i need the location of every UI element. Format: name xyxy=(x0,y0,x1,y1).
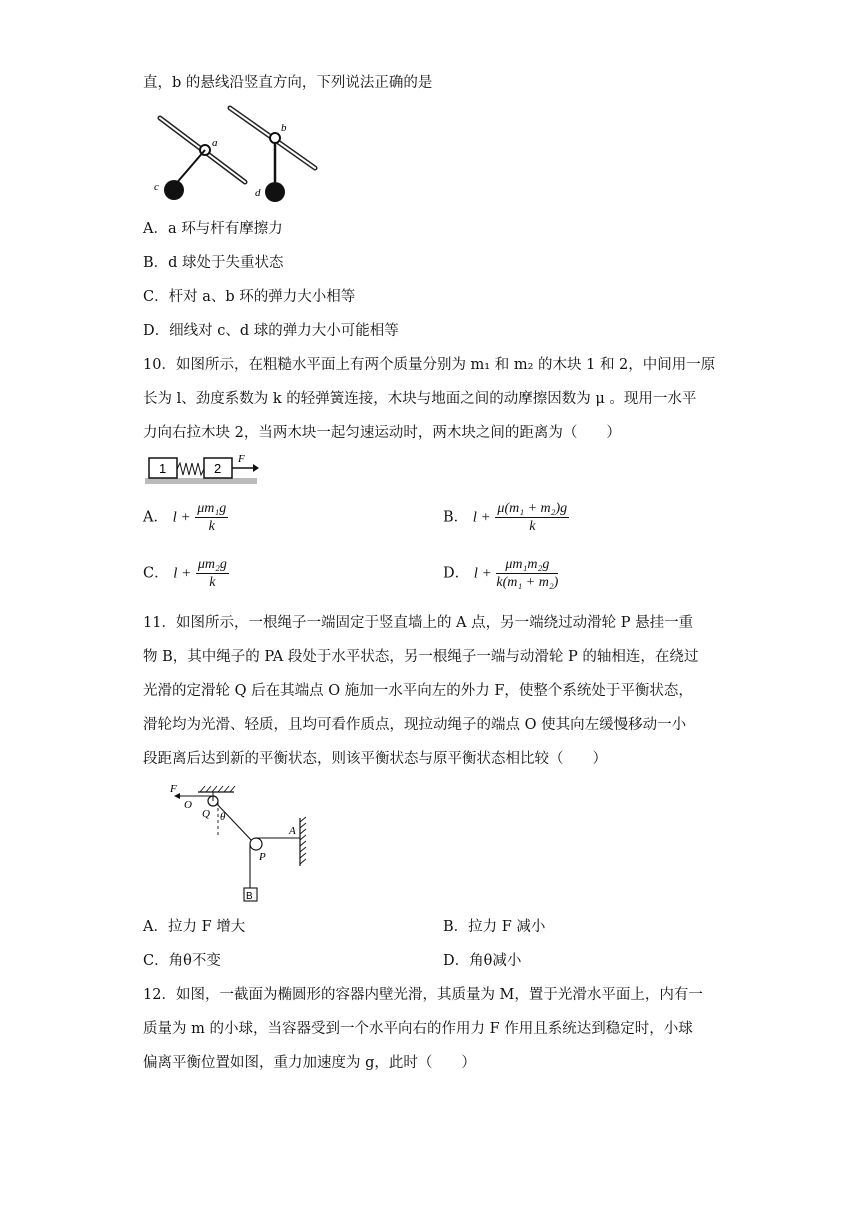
force-label: F xyxy=(238,453,245,465)
q9-option-b: B．d 球处于失重状态 xyxy=(143,255,284,271)
label-F: F xyxy=(170,783,177,795)
q11-option-c: C．角θ不变 xyxy=(143,953,221,969)
option-label: D． xyxy=(443,565,470,582)
q11-stem-line-2: 物 B，其中绳子的 PA 段处于水平状态，另一根绳子一端与动滑轮 P 的轴相连，在绕过 xyxy=(143,649,699,665)
q12-stem-line-2: 质量为 m 的小球，当容器受到一个水平向右的作用力 F 作用且系统达到稳定时，小球 xyxy=(143,1021,693,1037)
formula-fraction: $\frac{\text{μm₁m₂g}}{\text{k(m₁ + m₂)}}$ xyxy=(496,557,559,590)
label-a: a xyxy=(212,137,218,149)
block-1-label: 1 xyxy=(159,461,167,476)
q11-option-b: B．拉力 F 减小 xyxy=(443,919,546,935)
formula-lead: l + xyxy=(473,565,492,582)
q9-option-a: A．a 环与杆有摩擦力 xyxy=(143,221,283,237)
q10-option-c xyxy=(143,556,229,591)
formula-fraction: $\frac{\text{μm₁g}}{k}$ xyxy=(197,501,227,534)
label-d: d xyxy=(255,187,261,199)
q9-option-d: D．细线对 c、d 球的弹力大小可能相等 xyxy=(143,323,399,339)
q9-stem-tail: 直，b 的悬线沿竖直方向，下列说法正确的是 xyxy=(143,75,433,91)
label-P: P xyxy=(259,851,266,863)
label-c: c xyxy=(154,181,159,193)
q10-figure xyxy=(145,452,260,488)
q9-figure xyxy=(150,100,330,210)
q10-stem-line-2: 长为 l、劲度系数为 k 的轻弹簧连接，木块与地面之间的动摩擦因数为 μ 。现用一水平 xyxy=(143,391,697,407)
q10-option-a xyxy=(143,500,228,535)
formula-lead: l + xyxy=(172,509,191,526)
q11-stem-line-5: 段距离后达到新的平衡状态，则该平衡状态与原平衡状态相比较（ ） xyxy=(143,751,607,767)
option-label: A． xyxy=(143,509,168,526)
q10-option-b xyxy=(443,500,569,535)
q11-option-a: A．拉力 F 增大 xyxy=(143,919,246,935)
formula-fraction: $\frac{\text{μ(m₁ + m₂)g}}{k}$ xyxy=(497,501,568,534)
block-2-label: 2 xyxy=(214,461,222,476)
q11-figure xyxy=(160,780,320,906)
q11-stem-line-4: 滑轮均为光滑、轻质，且均可看作质点，现拉动绳子的端点 O 使其向左缓慢移动一小 xyxy=(143,717,687,733)
label-A: A xyxy=(289,825,296,837)
q10-option-d xyxy=(443,556,558,591)
q11-option-d: D．角θ减小 xyxy=(443,953,522,969)
formula-fraction: $\frac{\text{μm₂g}}{k}$ xyxy=(197,557,227,590)
formula-lead: l + xyxy=(472,509,491,526)
formula-lead: l + xyxy=(173,565,192,582)
label-theta: θ xyxy=(220,811,226,823)
label-O: O xyxy=(184,799,192,811)
q12-stem-line-1: 12．如图，一截面为椭圆形的容器内壁光滑，其质量为 M，置于光滑水平面上，内有一 xyxy=(143,987,703,1003)
label-Q: Q xyxy=(202,808,210,820)
q10-stem-line-1: 10．如图所示，在粗糙水平面上有两个质量分别为 m₁ 和 m₂ 的木块 1 和 2，中间用一原 xyxy=(143,357,716,373)
label-B: B xyxy=(246,891,253,902)
option-label: C． xyxy=(143,565,169,582)
option-label: B． xyxy=(443,509,469,526)
q11-stem-line-1: 11．如图所示，一根绳子一端固定于竖直墙上的 A 点，另一端绕过动滑轮 P 悬挂一重 xyxy=(143,615,694,631)
q10-stem-line-3: 力向右拉木块 2，当两木块一起匀速运动时，两木块之间的距离为（ ） xyxy=(143,425,621,441)
q9-option-c: C．杆对 a、b 环的弹力大小相等 xyxy=(143,289,356,305)
q12-stem-line-3: 偏离平衡位置如图，重力加速度为 g，此时（ ） xyxy=(143,1055,476,1071)
label-b: b xyxy=(281,122,287,134)
q11-stem-line-3: 光滑的定滑轮 Q 后在其端点 O 施加一水平向左的外力 F，使整个系统处于平衡状态， xyxy=(143,683,693,699)
